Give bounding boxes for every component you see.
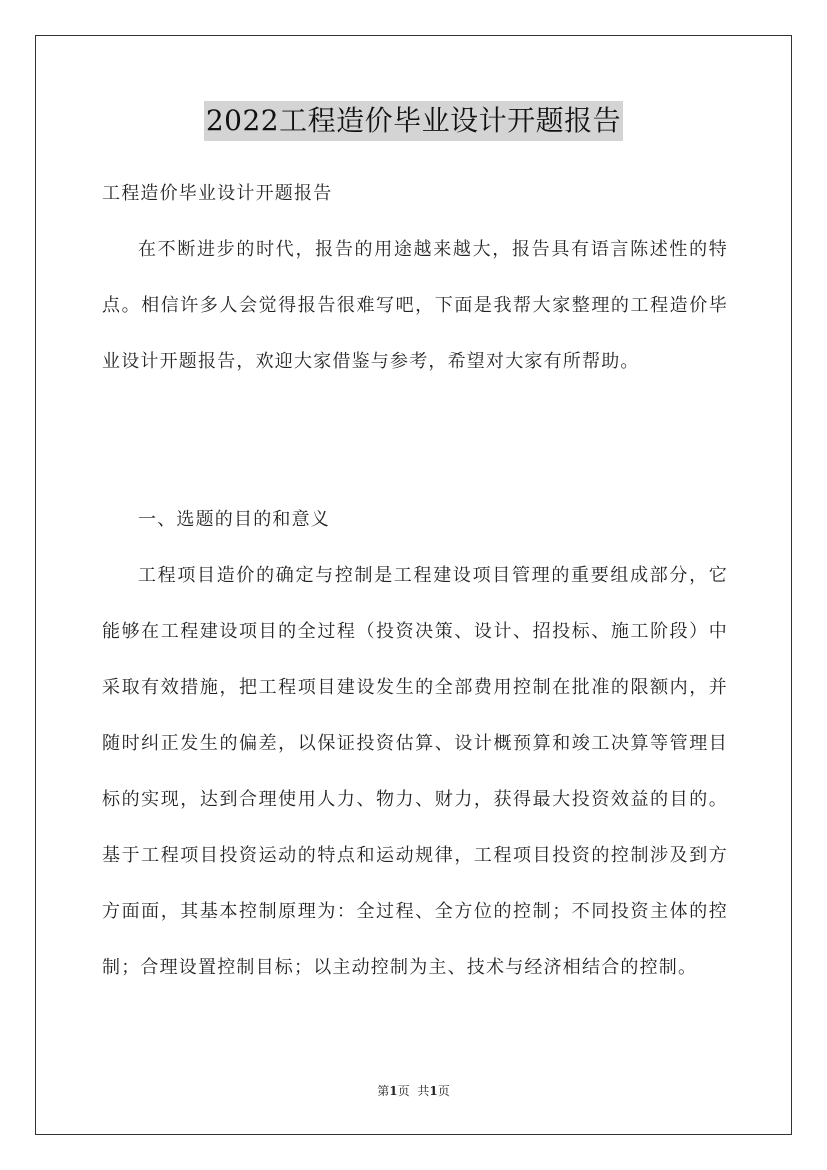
document-title: 2022工程造价毕业设计开题报告 [204,101,623,141]
intro-paragraph: 在不断进步的时代，报告的用途越来越大，报告具有语言陈述性的特点。相信许多人会觉得报告很难写吧，下面是我帮大家整理的工程造价毕业设计开题报告，欢迎大家借鉴与参考，希望对大家有所帮助。 [102,239,728,372]
footer-total-prefix: 共 [417,1084,430,1098]
footer-total-number: 1 [429,1084,438,1098]
page-footer [0,1083,827,1099]
footer-total-suffix: 页 [437,1084,450,1098]
section-heading: 一、选题的目的和意义 [138,509,330,530]
document-subtitle: 工程造价毕业设计开题报告 [102,183,333,204]
section-paragraph: 工程项目造价的确定与控制是工程建设项目管理的重要组成部分，它能够在工程建设项目的全过程（投资决策、设计、招投标、施工阶段）中采取有效措施，把工程项目建设发生的全部费用控制在批准的限额内，并随时纠正发生的偏差，以保证投资估算、设计概预算和竣工决算等管理目标的实现，达到合理使用人力、物力、财力，获得最大投资效益的目的。基于工程项目投资运动的特点和运动规律，工程项目投资的控制涉及到方方面面，其基本控制原理为：全过程、全方位的控制；不同投资主体的控制；合理设置控制目标；以主动控制为主、技术与经济相结合的控制。 [102,565,728,978]
title-container [0,101,827,141]
footer-page-suffix: 页 [397,1084,410,1098]
footer-page-prefix: 第 [377,1084,390,1098]
footer-page-number: 1 [389,1084,398,1098]
